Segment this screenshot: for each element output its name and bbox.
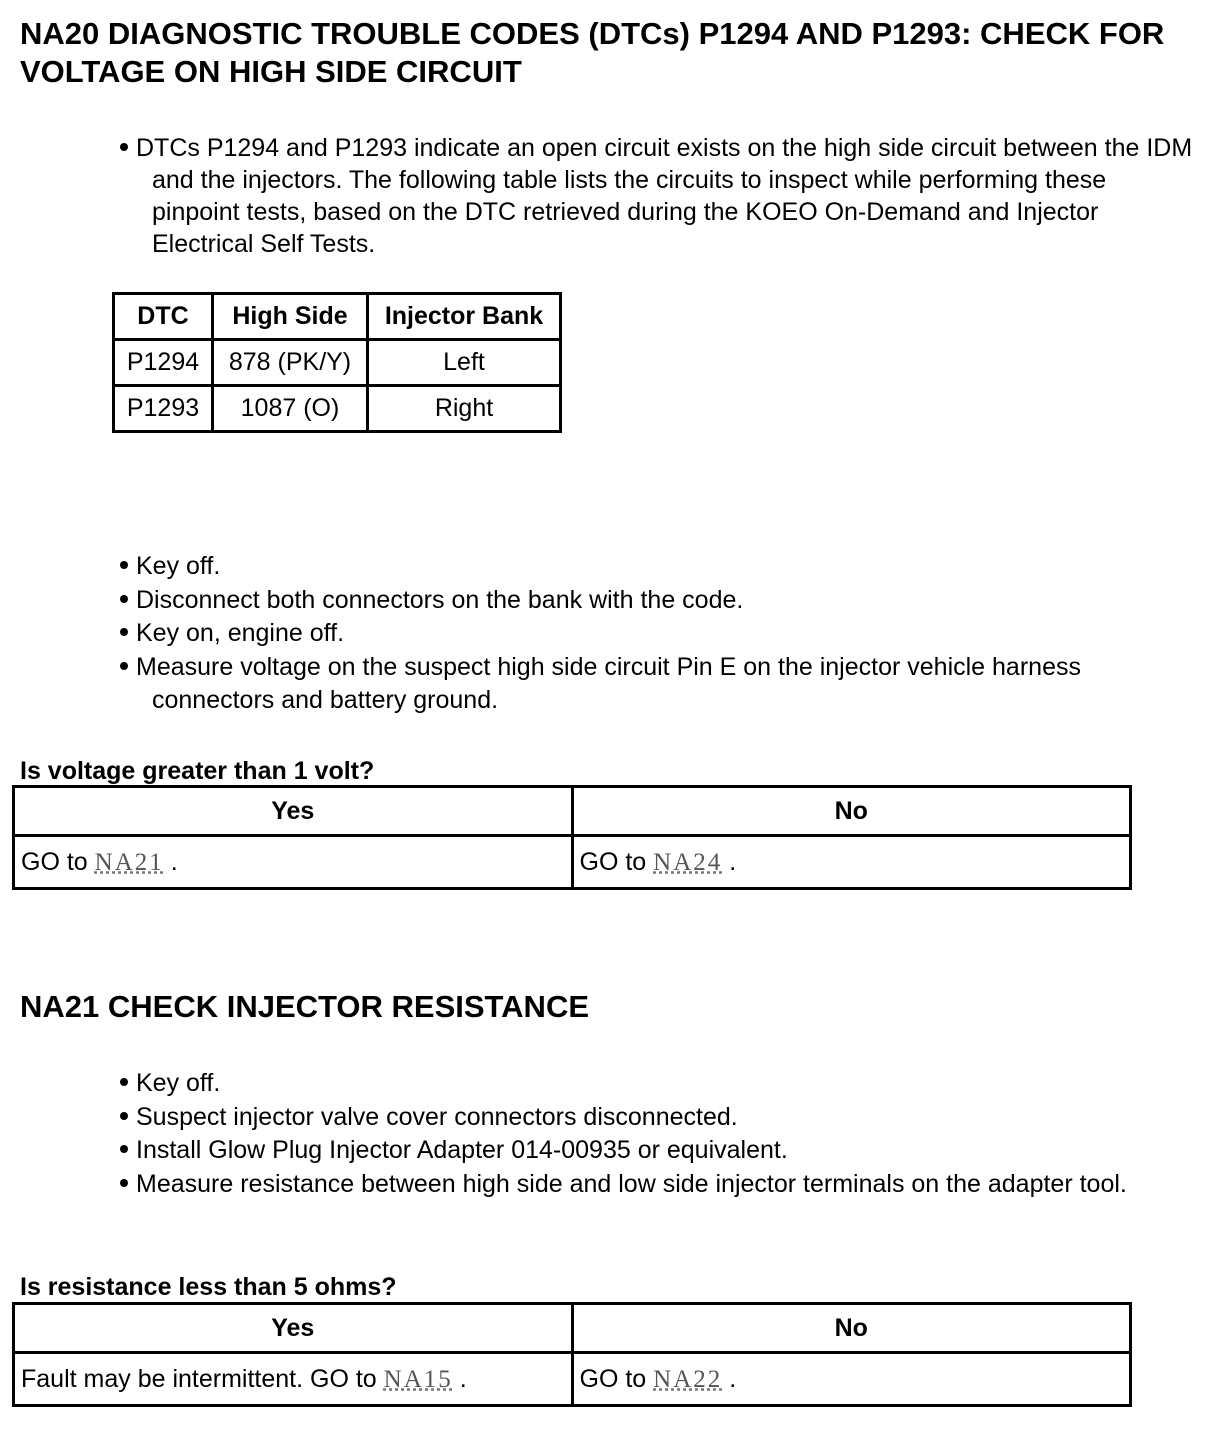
intro-list xyxy=(104,132,1194,260)
table-header-row xyxy=(114,294,561,340)
table-cell: 878 (PK/Y) xyxy=(213,340,368,386)
bullet-icon xyxy=(120,1078,128,1086)
table-header-row xyxy=(14,1304,1131,1353)
table-cell: Left xyxy=(368,340,561,386)
step-text: Measure voltage on the suspect high side circuit Pin E on the injector vehicle harness connectors and battery ground. xyxy=(136,652,1081,714)
period: . xyxy=(729,847,737,876)
no-action-text: GO to xyxy=(579,847,647,876)
link-na15[interactable]: NA15 xyxy=(383,1365,453,1393)
list-item xyxy=(104,1067,1194,1101)
bullet-icon xyxy=(120,1179,128,1187)
period: . xyxy=(459,1364,467,1393)
table-row xyxy=(14,836,1131,889)
table-cell: P1294 xyxy=(114,340,213,386)
table-row xyxy=(14,1353,1131,1406)
period: . xyxy=(170,847,178,876)
step-text: Install Glow Plug Injector Adapter 014-00935 or equivalent. xyxy=(136,1136,788,1164)
yes-header: Yes xyxy=(14,787,573,836)
no-cell xyxy=(572,1353,1131,1406)
bullet-icon xyxy=(120,143,128,151)
column-header-injector-bank: Injector Bank xyxy=(368,294,561,340)
step-text: Key off. xyxy=(136,1069,221,1097)
step-text: Key off. xyxy=(136,552,221,580)
bullet-icon xyxy=(120,1145,128,1153)
list-item xyxy=(104,550,1194,584)
link-na22[interactable]: NA22 xyxy=(653,1365,723,1393)
yes-header: Yes xyxy=(14,1304,573,1353)
column-header-dtc: DTC xyxy=(114,294,213,340)
yes-no-table-na21 xyxy=(12,1302,1132,1407)
bullet-icon xyxy=(120,595,128,603)
step-text: Key on, engine off. xyxy=(136,619,345,647)
no-action-text: GO to xyxy=(579,1364,647,1393)
period: . xyxy=(729,1364,737,1393)
table-row xyxy=(114,340,561,386)
steps-list-na20 xyxy=(104,550,1194,718)
step-text: Measure resistance between high side and low side injector terminals on the adapter tool. xyxy=(136,1169,1127,1198)
list-item xyxy=(104,132,1194,260)
bullet-icon xyxy=(120,1112,128,1120)
list-item xyxy=(104,1101,1194,1135)
link-na24[interactable]: NA24 xyxy=(653,848,723,876)
list-item xyxy=(104,617,1194,651)
yes-no-table-na20 xyxy=(12,785,1132,890)
table-header-row xyxy=(14,787,1131,836)
step-text: Suspect injector valve cover connectors disconnected. xyxy=(136,1102,738,1131)
table-row xyxy=(114,386,561,432)
bullet-icon xyxy=(120,662,128,670)
intro-text: DTCs P1294 and P1293 indicate an open circuit exists on the high side circuit between the IDM and the injectors. The following table lists the circuits to inspect while performing these pinpoint tests, based on the DTC retrieved during the KOEO On-Demand and Injector Electrical Self Tests. xyxy=(136,134,1193,258)
no-header: No xyxy=(572,1304,1131,1353)
link-na21[interactable]: NA21 xyxy=(94,848,164,876)
list-item xyxy=(104,651,1194,718)
question-na21: Is resistance less than 5 ohms? xyxy=(20,1273,397,1301)
section-title-na21: NA21 CHECK INJECTOR RESISTANCE xyxy=(20,989,590,1024)
table-cell: Right xyxy=(368,386,561,432)
bullet-icon xyxy=(120,628,128,636)
list-item xyxy=(104,584,1194,618)
step-text: Disconnect both connectors on the bank with the code. xyxy=(136,585,744,614)
section-title-na20: NA20 DIAGNOSTIC TROUBLE CODES (DTCs) P1294 AND P1293: CHECK FOR VOLTAGE ON HIGH SIDE CIRCUIT xyxy=(20,16,1165,89)
no-header: No xyxy=(572,787,1131,836)
steps-list-na21 xyxy=(104,1067,1194,1201)
table-cell: P1293 xyxy=(114,386,213,432)
list-item xyxy=(104,1168,1194,1202)
no-cell xyxy=(572,836,1131,889)
yes-action-text: GO to xyxy=(21,847,88,876)
table-cell: 1087 (O) xyxy=(213,386,368,432)
list-item xyxy=(104,1134,1194,1168)
dtc-circuit-table xyxy=(112,292,562,433)
question-na20: Is voltage greater than 1 volt? xyxy=(20,757,375,785)
column-header-high-side: High Side xyxy=(213,294,368,340)
yes-cell xyxy=(14,1353,573,1406)
yes-action-text: Fault may be intermittent. GO to xyxy=(21,1364,377,1393)
bullet-icon xyxy=(120,561,128,569)
yes-cell xyxy=(14,836,573,889)
